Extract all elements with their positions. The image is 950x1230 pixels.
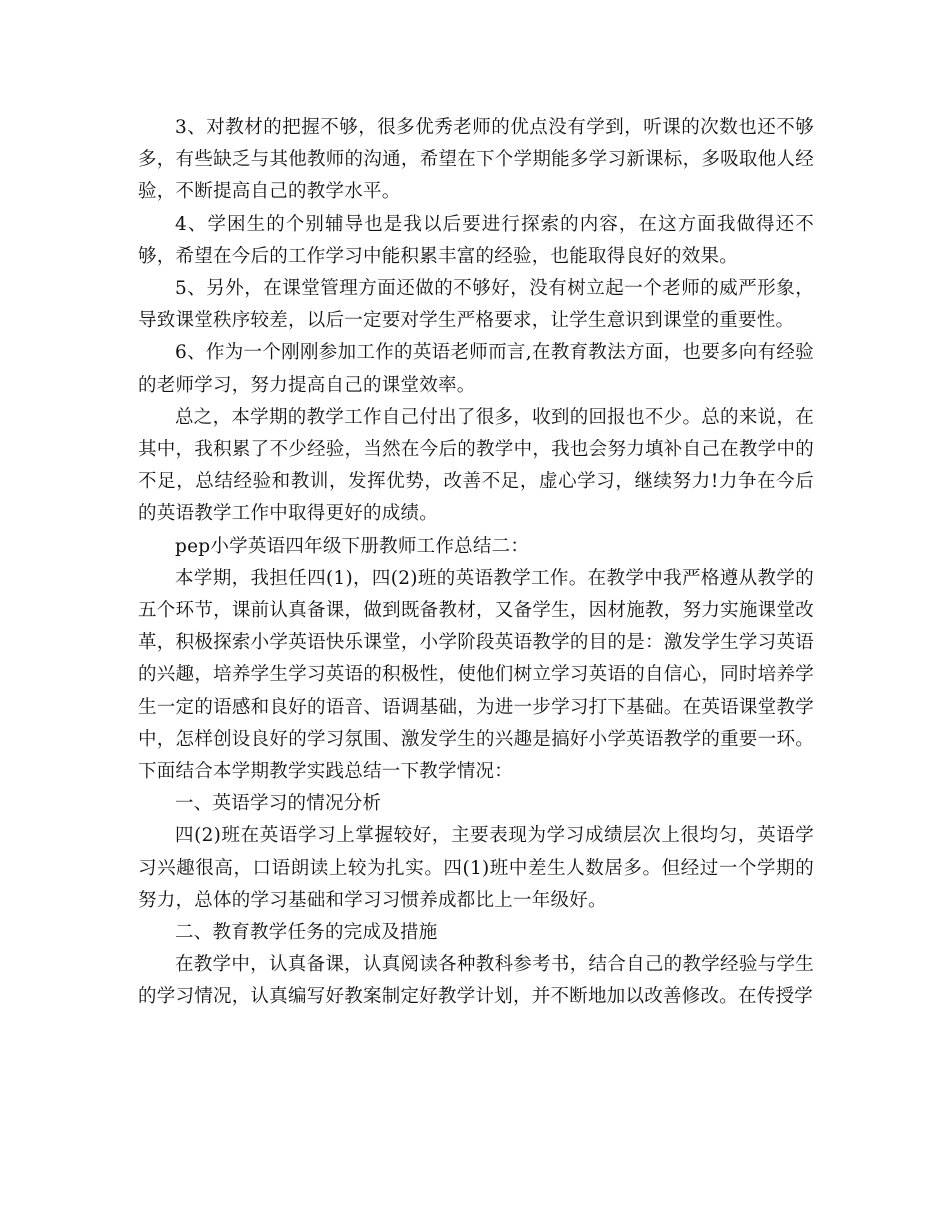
paragraph-point-5: 5、另外，在课堂管理方面还做的不够好，没有树立起一个老师的威严形象，导致课堂秩序较差，以后一定要对学生严格要求，让学生意识到课堂的重要性。: [138, 278, 814, 332]
paragraph-conclusion: 总之，本学期的教学工作自己付出了很多，收到的回报也不少。总的来说，在其中，我积累了不少经验，当然在今后的教学中，我也会努力填补自己在教学中的不足，总结经验和教训，发挥优势，改善不足，虚心学习，继续努力!力争在今后的英语教学工作中取得更好的成绩。: [138, 406, 814, 525]
section-heading-tasks: 二、教育教学任务的完成及措施: [175, 922, 438, 944]
document-body: [138, 112, 814, 1014]
section-heading-analysis: 一、英语学习的情况分析: [175, 793, 382, 815]
paragraph-tasks: 在教学中，认真备课，认真阅读各种教科参考书，结合自己的教学经验与学生的学习情况，认真编写好教案制定好教学计划，并不断地加以改善修改。在传授学: [138, 954, 814, 1008]
section-heading-summary-two: pep小学英语四年级下册教师工作总结二：: [175, 535, 530, 557]
paragraph-introduction: 本学期，我担任四(1)，四(2)班的英语教学工作。在教学中我严格遵从教学的五个环节，课前认真备课，做到既备教材，又备学生，因材施教，努力实施课堂改革，积极探索小学英语快乐课堂，小学阶段英语教学的目的是：激发学生学习英语的兴趣，培养学生学习英语的积极性，使他们树立学习英语的自信心，同时培养学生一定的语感和良好的语音、语调基础，为进一步学习打下基础。在英语课堂教学中，怎样创设良好的学习氛围、激发学生的兴趣是搞好小学英语教学的重要一环。下面结合本学期教学实践总结一下教学情况：: [138, 567, 814, 783]
paragraph-analysis: 四(2)班在英语学习上掌握较好，主要表现为学习成绩层次上很均匀，英语学习兴趣很高，口语朗读上较为扎实。四(1)班中差生人数居多。但经过一个学期的努力，总体的学习基础和学习习惯养成都比上一年级好。: [138, 825, 814, 911]
paragraph-point-3: 3、对教材的把握不够，很多优秀老师的优点没有学到，听课的次数也还不够多，有些缺乏与其他教师的沟通，希望在下个学期能多学习新课标，多吸取他人经验，不断提高自己的教学水平。: [138, 117, 814, 203]
paragraph-point-4: 4、学困生的个别辅导也是我以后要进行探索的内容，在这方面我做得还不够，希望在今后的工作学习中能积累丰富的经验，也能取得良好的效果。: [138, 213, 814, 267]
paragraph-point-6: 6、作为一个刚刚参加工作的英语老师而言,在教育教法方面，也要多向有经验的老师学习，努力提高自己的课堂效率。: [138, 342, 814, 396]
